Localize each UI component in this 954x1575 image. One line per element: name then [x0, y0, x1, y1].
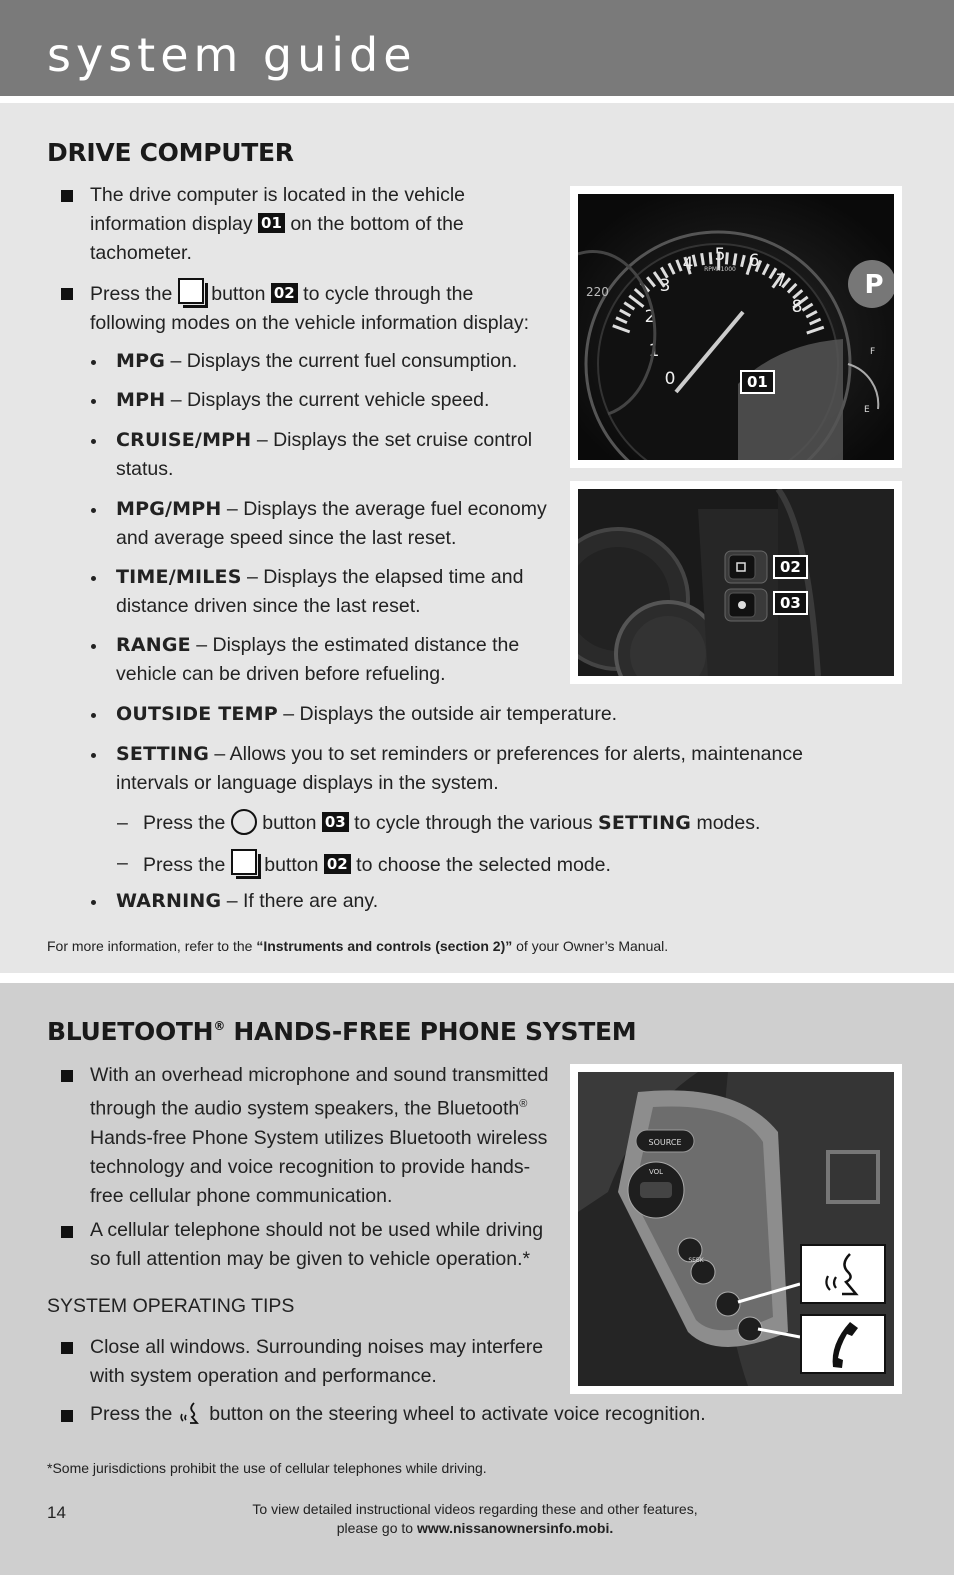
mode-setting: SETTING – Allows you to set reminders or preferences for alerts, maintenance intervals or language displays in the system. [116, 743, 803, 794]
steering-wheel-photo [570, 1064, 902, 1394]
bullet-square [61, 1342, 73, 1354]
tips-heading: SYSTEM OPERATING TIPS [47, 1295, 295, 1317]
photo-callout-01: 01 [740, 370, 775, 394]
speedo-label: 220 [586, 285, 609, 299]
bullet-dot [91, 753, 96, 758]
mode-mpg: MPG – Displays the current fuel consumption. [116, 350, 518, 372]
gauge-num-5: 5 [714, 245, 726, 265]
page-header [0, 0, 954, 96]
bullet-square [61, 288, 73, 300]
drive-paragraph-1: The drive computer is located in the vehicle information display 01 on the bottom of the tachometer. [90, 184, 466, 264]
bluetooth-paragraph-1: With an overhead microphone and sound transmitted through the audio system speakers, the Bluetooth® Hands-free Phone System utilizes Bluetooth wireless technology and voice recognition to provide hands- free cellular phone communication. [90, 1064, 549, 1207]
display-button-icon [231, 849, 259, 877]
drive-note: For more information, refer to the “Instruments and controls (section 2)” of your Owner’s Manual. [47, 938, 669, 954]
bullet-dot [91, 508, 96, 513]
mode-time-miles: TIME/MILES – Displays the elapsed time and distance driven since the last reset. [116, 566, 524, 617]
dash-buttons-illustration [578, 489, 894, 676]
mode-warning: WARNING – If there are any. [116, 890, 379, 912]
bullet-dot [91, 644, 96, 649]
page-title: system guide [47, 28, 417, 82]
tachometer-illustration [578, 194, 894, 460]
photo-callout-02: 02 [773, 555, 808, 579]
wheel-source-label: SOURCE [648, 1138, 682, 1147]
bullet-square [61, 1070, 73, 1082]
gauge-num-3: 3 [659, 276, 671, 296]
callout-02: 02 [271, 283, 298, 303]
bullet-square [61, 190, 73, 202]
setting-sub-2: Press the button 02 to choose the selected mode. [143, 849, 611, 880]
gauge-num-2: 2 [644, 307, 656, 327]
footnote: *Some jurisdictions prohibit the use of cellular telephones while driving. [47, 1460, 487, 1476]
bullet-square [61, 1410, 73, 1422]
photo-callout-03: 03 [773, 591, 808, 615]
rpm-label: RPMx1000 [704, 266, 736, 273]
bullet-dot [91, 360, 96, 365]
voice-button-callout [800, 1244, 886, 1304]
phone-icon [802, 1316, 884, 1372]
bullet-dot [91, 576, 96, 581]
setting-sub-1: Press the button 03 to cycle through the various SETTING modes. [143, 809, 760, 838]
dash-marker: – [117, 812, 128, 834]
park-letter: P [864, 270, 884, 300]
phone-button-callout [800, 1314, 886, 1374]
tachometer-photo [570, 186, 902, 468]
voice-recognition-icon [802, 1246, 884, 1302]
gauge-num-7: 7 [775, 271, 787, 291]
gauge-num-0: 0 [664, 369, 676, 389]
wheel-vol-label: VOL [648, 1168, 664, 1176]
mode-mph: MPH – Displays the current vehicle speed. [116, 389, 490, 411]
wheel-seek-label: SEEK [688, 1257, 704, 1264]
bullet-dot [91, 713, 96, 718]
circle-button-icon [231, 809, 257, 835]
tip-2: Press the button on the steering wheel to activate voice recognition. [90, 1400, 706, 1429]
footer-link[interactable]: www.nissanownersinfo.mobi. [416, 1520, 614, 1536]
gauge-num-8: 8 [791, 297, 803, 317]
dash-marker: – [117, 852, 128, 874]
gauge-tick [710, 252, 711, 264]
dash-buttons-photo [570, 481, 902, 684]
tip-1: Close all windows. Surrounding noises may interfere with system operation and performance. [90, 1336, 544, 1387]
bluetooth-paragraph-2: A cellular telephone should not be used while driving so full attention may be given to vehicle operation.* [90, 1219, 544, 1270]
callout-01: 01 [258, 213, 285, 233]
gauge-tick [734, 253, 736, 265]
bluetooth-heading: BLUETOOTH® HANDS-FREE PHONE SYSTEM [47, 1017, 637, 1046]
mode-mpg-mph: MPG/MPH – Displays the average fuel economy and average speed since the last reset. [116, 498, 547, 549]
gauge-num-4: 4 [682, 254, 694, 274]
drive-computer-heading: DRIVE COMPUTER [47, 138, 294, 167]
gauge-num-1: 1 [648, 341, 660, 361]
voice-recognition-icon [178, 1400, 204, 1426]
gauge-num-6: 6 [748, 251, 760, 271]
drive-paragraph-2: Press the button 02 to cycle through the following modes on the vehicle information display: [90, 278, 560, 338]
fuel-full-label: F [870, 347, 876, 357]
bullet-dot [91, 439, 96, 444]
page-number: 14 [47, 1503, 66, 1522]
callout-03: 03 [322, 812, 349, 832]
gauge-tick [702, 253, 704, 265]
bullet-dot [91, 900, 96, 905]
mode-outside-temp: OUTSIDE TEMP – Displays the outside air temperature. [116, 703, 618, 725]
mode-range: RANGE – Displays the estimated distance the vehicle can be driven before refueling. [116, 634, 520, 685]
fuel-empty-label: E [864, 405, 870, 415]
mode-cruise-mph: CRUISE/MPH – Displays the set cruise control status. [116, 429, 533, 480]
bullet-dot [91, 399, 96, 404]
bullet-square [61, 1226, 73, 1238]
footer-note: To view detailed instructional videos regarding these and other features, please go to www.nissanownersinfo.mobi. [252, 1501, 698, 1536]
callout-02: 02 [324, 854, 351, 874]
display-button-icon [178, 278, 206, 306]
gauge-tick [726, 252, 727, 264]
